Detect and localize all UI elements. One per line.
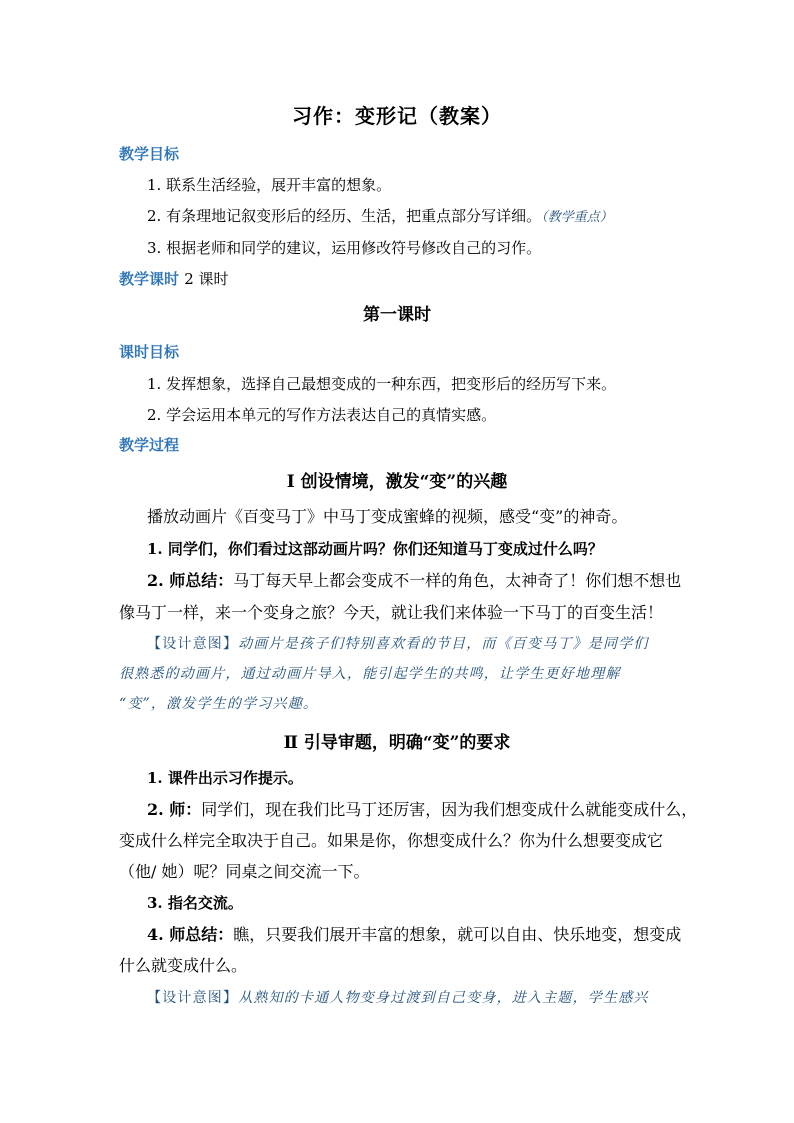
section-2-item-2-line-3: （他/ 她）呢？同桌之间交流一下。: [119, 862, 370, 881]
goal-item-2: [147, 206, 613, 228]
section-2-item-4-line-2: 什么就变成什么。: [119, 956, 248, 975]
intent-text-2: 从熟知的卡通人物变身过渡到自己变身，进入主题，学生感兴: [238, 990, 649, 1006]
section-2-item-2-line-1: [147, 800, 697, 820]
document-title: 习作：变形记（教案）: [292, 104, 502, 128]
section-2-item-3: 3. 指名交流。: [147, 894, 243, 912]
section-2-title: Ⅱ 引导审题，明确“变”的要求: [283, 733, 511, 753]
teaching-hours: [119, 269, 229, 289]
lesson-goal-2: 2. 学会运用本单元的写作方法表达自己的真情实感。: [147, 406, 497, 424]
intent-tag-2: 【设计意图】: [147, 990, 239, 1006]
goal-item-1: 1. 联系生活经验，展开丰富的想象。: [147, 176, 392, 194]
section-1-intent-line-3: “变”，激发学生的学习兴趣。: [119, 696, 319, 712]
teaching-goals-heading: 教学目标: [119, 145, 180, 163]
section-1-intent-line-1: [147, 634, 649, 654]
lesson-goal-1: 1. 发挥想象，选择自己最想变成的一种东西，把变形后的经历写下来。: [147, 375, 617, 393]
section-2-item-4-line-1: [147, 925, 681, 945]
section-2-item-2-line-2: 变成什么样完全取决于自己。如果是你，你想变成什么？你为什么想要变成它: [119, 831, 664, 850]
section-1-title: Ⅰ 创设情境，激发“变”的兴趣: [286, 472, 508, 492]
teaching-hours-label: 教学课时: [119, 270, 180, 288]
section-2-intent-line-1: [147, 988, 649, 1008]
key-point-note: （教学重点）: [541, 210, 613, 225]
section-1-intent-line-2: 很熟悉的动画片，通过动画片导入，能引起学生的共鸣，让学生更好地理解: [119, 666, 621, 682]
teaching-process-heading: 教学过程: [119, 436, 180, 454]
section-1-intro: 播放动画片《百变马丁》中马丁变成蜜蜂的视频，感受“变”的神奇。: [147, 507, 628, 526]
section-2-item-1: 1. 课件出示习作提示。: [147, 769, 303, 787]
goal-item-2-text: 2. 有条理地记叙变形后的经历、生活，把重点部分写详细。: [147, 207, 542, 225]
section-1-summary-line-1: [147, 571, 681, 591]
summary-label: 2. 师总结：: [147, 571, 234, 590]
summary-text: 马丁每天早上都会变成不一样的角色，太神奇了！你们想不想也: [233, 571, 682, 590]
teacher-label: 2. 师：: [147, 800, 202, 819]
summary-label-2: 4. 师总结：: [147, 925, 234, 944]
teaching-hours-value: 2 课时: [184, 270, 229, 288]
intent-tag: 【设计意图】: [147, 636, 239, 652]
intent-text: 动画片是孩子们特别喜欢看的节目，而《百变马丁》是同学们: [238, 636, 649, 652]
summary-text-2: 瞧，只要我们展开丰富的想象，就可以自由、快乐地变，想变成: [233, 925, 682, 944]
teacher-text: 同学们，现在我们比马丁还厉害，因为我们想变成什么就能变成什么，: [201, 800, 698, 819]
section-1-summary-line-2: 像马丁一样，来一个变身之旅？今天，就让我们来体验一下马丁的百变生活！: [119, 603, 664, 622]
section-1-question: 1. 同学们，你们看过这部动画片吗？你们还知道马丁变成过什么吗？: [147, 540, 603, 558]
lesson-title: 第一课时: [363, 305, 431, 325]
lesson-goals-heading: 课时目标: [119, 343, 180, 361]
goal-item-3: 3. 根据老师和同学的建议，运用修改符号修改自己的习作。: [147, 239, 542, 257]
